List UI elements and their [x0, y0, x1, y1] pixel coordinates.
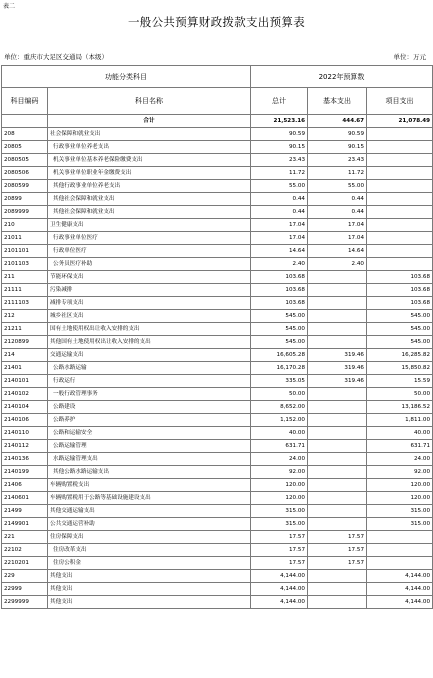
row-total: 21,523.16 — [251, 115, 308, 128]
table-row — [2, 310, 433, 323]
row-total: 4,144.00 — [251, 583, 308, 596]
row-code: 2089999 — [2, 206, 48, 219]
row-project: 103.68 — [367, 284, 433, 297]
row-basic — [308, 583, 367, 596]
row-total: 631.71 — [251, 440, 308, 453]
row-project: 120.00 — [367, 492, 433, 505]
row-total: 1,152.00 — [251, 414, 308, 427]
row-code: 229 — [2, 570, 48, 583]
row-total: 16,605.28 — [251, 349, 308, 362]
row-name: 其他公路水路运输支出 — [48, 466, 251, 479]
row-code: 2140104 — [2, 401, 48, 414]
table-row — [2, 453, 433, 466]
table-row — [2, 180, 433, 193]
row-project — [367, 531, 433, 544]
row-name: 公务员医疗补助 — [48, 258, 251, 271]
row-total: 103.68 — [251, 297, 308, 310]
table-row — [2, 284, 433, 297]
table-row — [2, 427, 433, 440]
row-basic: 90.15 — [308, 141, 367, 154]
money-unit-label: 单位：万元 — [393, 53, 426, 61]
row-total: 90.59 — [251, 128, 308, 141]
row-code — [2, 115, 48, 128]
row-basic: 17.57 — [308, 544, 367, 557]
row-basic — [308, 310, 367, 323]
row-project — [367, 154, 433, 167]
table-row — [2, 167, 433, 180]
header-project: 项目支出 — [367, 88, 433, 115]
row-code: 2140110 — [2, 427, 48, 440]
row-code: 21011 — [2, 232, 48, 245]
row-code: 21211 — [2, 323, 48, 336]
row-total: 92.00 — [251, 466, 308, 479]
row-basic — [308, 271, 367, 284]
row-total: 545.00 — [251, 336, 308, 349]
row-basic: 17.57 — [308, 531, 367, 544]
table-row — [2, 479, 433, 492]
row-project: 103.68 — [367, 271, 433, 284]
row-name: 公路建设 — [48, 401, 251, 414]
table-row — [2, 141, 433, 154]
row-code: 22102 — [2, 544, 48, 557]
row-code: 214 — [2, 349, 48, 362]
row-project — [367, 180, 433, 193]
table-row — [2, 570, 433, 583]
row-project — [367, 557, 433, 570]
row-total: 40.00 — [251, 427, 308, 440]
row-basic — [308, 479, 367, 492]
row-total: 315.00 — [251, 505, 308, 518]
row-code: 2140101 — [2, 375, 48, 388]
table-row — [2, 219, 433, 232]
row-total: 315.00 — [251, 518, 308, 531]
row-name: 行政运行 — [48, 375, 251, 388]
row-basic: 2.40 — [308, 258, 367, 271]
row-basic — [308, 505, 367, 518]
row-basic: 11.72 — [308, 167, 367, 180]
table-row — [2, 193, 433, 206]
row-name: 公路养护 — [48, 414, 251, 427]
row-project — [367, 245, 433, 258]
row-project: 315.00 — [367, 518, 433, 531]
row-name: 其他支出 — [48, 570, 251, 583]
row-basic — [308, 440, 367, 453]
row-project: 545.00 — [367, 310, 433, 323]
row-code: 2140112 — [2, 440, 48, 453]
row-total: 14.64 — [251, 245, 308, 258]
row-name: 交通运输支出 — [48, 349, 251, 362]
row-basic — [308, 401, 367, 414]
row-name: 其他交通运输支出 — [48, 505, 251, 518]
row-code: 211 — [2, 271, 48, 284]
row-code: 2101101 — [2, 245, 48, 258]
row-basic: 55.00 — [308, 180, 367, 193]
row-basic: 0.44 — [308, 206, 367, 219]
table-row — [2, 583, 433, 596]
row-name: 节能环保支出 — [48, 271, 251, 284]
table-row — [2, 232, 433, 245]
row-basic: 444.67 — [308, 115, 367, 128]
row-code: 2149901 — [2, 518, 48, 531]
row-project — [367, 167, 433, 180]
row-project — [367, 141, 433, 154]
row-basic — [308, 453, 367, 466]
row-code: 2120899 — [2, 336, 48, 349]
row-code: 212 — [2, 310, 48, 323]
row-project: 120.00 — [367, 479, 433, 492]
row-code: 2080506 — [2, 167, 48, 180]
row-project: 50.00 — [367, 388, 433, 401]
header-budget-year: 2022年预算数 — [251, 66, 433, 88]
table-row — [2, 505, 433, 518]
row-total: 103.68 — [251, 271, 308, 284]
row-project: 4,144.00 — [367, 570, 433, 583]
row-project — [367, 258, 433, 271]
row-project: 4,144.00 — [367, 596, 433, 609]
row-name: 机关事业单位职业年金缴费支出 — [48, 167, 251, 180]
table-number-label: 表二 — [3, 3, 16, 10]
row-total: 2.40 — [251, 258, 308, 271]
table-row — [2, 128, 433, 141]
row-project: 13,186.52 — [367, 401, 433, 414]
row-name: 行政事业单位医疗 — [48, 232, 251, 245]
row-name: 住房改革支出 — [48, 544, 251, 557]
table-row — [2, 271, 433, 284]
table-row — [2, 154, 433, 167]
row-basic — [308, 323, 367, 336]
table-row — [2, 349, 433, 362]
row-name: 减排专项支出 — [48, 297, 251, 310]
row-total: 17.04 — [251, 232, 308, 245]
row-name: 车辆购置税支出 — [48, 479, 251, 492]
row-project: 315.00 — [367, 505, 433, 518]
row-total: 55.00 — [251, 180, 308, 193]
row-name: 行政事业单位养老支出 — [48, 141, 251, 154]
table-row — [2, 518, 433, 531]
row-code: 221 — [2, 531, 48, 544]
row-total: 17.57 — [251, 557, 308, 570]
row-basic: 319.46 — [308, 362, 367, 375]
row-total: 17.57 — [251, 531, 308, 544]
row-name: 一般行政管理事务 — [48, 388, 251, 401]
row-total: 23.43 — [251, 154, 308, 167]
row-basic — [308, 466, 367, 479]
row-project: 40.00 — [367, 427, 433, 440]
row-project: 15.59 — [367, 375, 433, 388]
table-row — [2, 258, 433, 271]
row-project — [367, 232, 433, 245]
row-basic — [308, 492, 367, 505]
row-basic — [308, 336, 367, 349]
row-name: 其他支出 — [48, 596, 251, 609]
row-basic — [308, 427, 367, 440]
row-total: 120.00 — [251, 492, 308, 505]
row-name: 公共交通运营补助 — [48, 518, 251, 531]
row-total: 545.00 — [251, 310, 308, 323]
row-total: 90.15 — [251, 141, 308, 154]
row-name: 公路和运输安全 — [48, 427, 251, 440]
row-code: 2140601 — [2, 492, 48, 505]
row-name: 其他社会保障和就业支出 — [48, 206, 251, 219]
row-project: 15,850.82 — [367, 362, 433, 375]
row-total: 50.00 — [251, 388, 308, 401]
row-total: 8,652.00 — [251, 401, 308, 414]
table-row — [2, 401, 433, 414]
page-title: 一般公共预算财政拨款支出预算表 — [128, 15, 305, 29]
row-project: 92.00 — [367, 466, 433, 479]
row-basic: 17.04 — [308, 232, 367, 245]
table-row — [2, 115, 433, 128]
row-basic — [308, 388, 367, 401]
row-code: 2140106 — [2, 414, 48, 427]
row-name: 住房公积金 — [48, 557, 251, 570]
row-name: 其他社会保障和就业支出 — [48, 193, 251, 206]
row-total: 17.04 — [251, 219, 308, 232]
row-name: 行政单位医疗 — [48, 245, 251, 258]
row-code: 210 — [2, 219, 48, 232]
row-basic: 90.59 — [308, 128, 367, 141]
row-basic: 17.04 — [308, 219, 367, 232]
row-project: 545.00 — [367, 323, 433, 336]
row-code: 2080505 — [2, 154, 48, 167]
unit-bar — [1, 49, 432, 63]
row-code: 2080599 — [2, 180, 48, 193]
row-basic: 319.46 — [308, 349, 367, 362]
table-row — [2, 414, 433, 427]
header-function-category: 功能分类科目 — [2, 66, 251, 88]
row-name: 住房保障支出 — [48, 531, 251, 544]
row-name: 机关事业单位基本养老保险缴费支出 — [48, 154, 251, 167]
row-total: 0.44 — [251, 206, 308, 219]
row-code: 2140199 — [2, 466, 48, 479]
row-total: 24.00 — [251, 453, 308, 466]
row-total: 17.57 — [251, 544, 308, 557]
row-basic: 319.46 — [308, 375, 367, 388]
table-row — [2, 440, 433, 453]
header-basic: 基本支出 — [308, 88, 367, 115]
row-name: 公路运输管理 — [48, 440, 251, 453]
row-project — [367, 193, 433, 206]
row-code: 2210201 — [2, 557, 48, 570]
row-basic — [308, 596, 367, 609]
row-total: 0.44 — [251, 193, 308, 206]
table-row — [2, 245, 433, 258]
header-name: 科目名称 — [48, 88, 251, 115]
row-name: 其他行政事业单位养老支出 — [48, 180, 251, 193]
row-total: 335.05 — [251, 375, 308, 388]
row-basic — [308, 570, 367, 583]
row-code: 21401 — [2, 362, 48, 375]
row-project: 631.71 — [367, 440, 433, 453]
row-project — [367, 206, 433, 219]
header-total: 总计 — [251, 88, 308, 115]
row-code: 20805 — [2, 141, 48, 154]
table-row — [2, 362, 433, 375]
row-code: 208 — [2, 128, 48, 141]
row-project: 4,144.00 — [367, 583, 433, 596]
row-name: 社会保障和就业支出 — [48, 128, 251, 141]
row-project: 103.68 — [367, 297, 433, 310]
row-code: 22999 — [2, 583, 48, 596]
row-code: 21406 — [2, 479, 48, 492]
table-row — [2, 492, 433, 505]
table-row — [2, 466, 433, 479]
row-name: 车辆购置税用于公路等基础设施建设支出 — [48, 492, 251, 505]
row-total: 4,144.00 — [251, 596, 308, 609]
table-row — [2, 544, 433, 557]
row-basic — [308, 284, 367, 297]
row-code: 2111103 — [2, 297, 48, 310]
row-total: 4,144.00 — [251, 570, 308, 583]
row-total: 103.68 — [251, 284, 308, 297]
row-total: 545.00 — [251, 323, 308, 336]
row-basic: 17.57 — [308, 557, 367, 570]
table-row — [2, 531, 433, 544]
row-total: 11.72 — [251, 167, 308, 180]
budget-table — [1, 65, 433, 609]
row-project: 1,811.00 — [367, 414, 433, 427]
row-project — [367, 128, 433, 141]
row-name: 水路运输管理支出 — [48, 453, 251, 466]
row-code: 2299999 — [2, 596, 48, 609]
row-basic: 14.64 — [308, 245, 367, 258]
table-row — [2, 375, 433, 388]
row-project — [367, 544, 433, 557]
row-name: 城乡社区支出 — [48, 310, 251, 323]
table-row — [2, 206, 433, 219]
row-code: 2140102 — [2, 388, 48, 401]
row-project — [367, 219, 433, 232]
row-code: 2140136 — [2, 453, 48, 466]
table-row — [2, 336, 433, 349]
row-project: 24.00 — [367, 453, 433, 466]
header-code: 科目编码 — [2, 88, 48, 115]
row-basic — [308, 414, 367, 427]
table-row — [2, 297, 433, 310]
row-name: 国有土地使用权出让收入安排的支出 — [48, 323, 251, 336]
row-code: 20899 — [2, 193, 48, 206]
row-name: 公路水路运输 — [48, 362, 251, 375]
row-name: 其他支出 — [48, 583, 251, 596]
row-project: 16,285.82 — [367, 349, 433, 362]
unit-label: 单位：重庆市大足区交通局（本级） — [4, 53, 108, 61]
table-row — [2, 557, 433, 570]
row-project: 21,078.49 — [367, 115, 433, 128]
row-total: 16,170.28 — [251, 362, 308, 375]
table-body — [2, 115, 433, 609]
table-row — [2, 323, 433, 336]
row-total: 120.00 — [251, 479, 308, 492]
row-name: 其他国有土地使用权出让收入安排的支出 — [48, 336, 251, 349]
row-basic — [308, 518, 367, 531]
row-name: 合计 — [48, 115, 251, 128]
row-code: 21499 — [2, 505, 48, 518]
row-name: 卫生健康支出 — [48, 219, 251, 232]
row-basic: 23.43 — [308, 154, 367, 167]
row-code: 21111 — [2, 284, 48, 297]
row-basic: 0.44 — [308, 193, 367, 206]
row-name: 污染减排 — [48, 284, 251, 297]
table-row — [2, 596, 433, 609]
row-basic — [308, 297, 367, 310]
row-project: 545.00 — [367, 336, 433, 349]
table-row — [2, 388, 433, 401]
row-code: 2101103 — [2, 258, 48, 271]
